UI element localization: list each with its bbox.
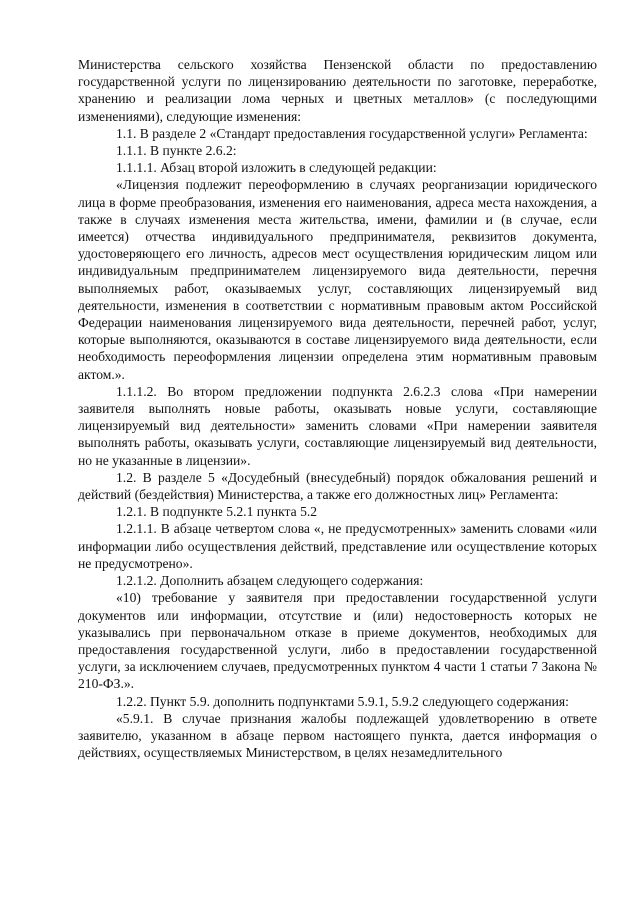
paragraph-1-1-1-2: 1.1.1.2. Во втором предложении подпункта 2.6.2.3 слова «При намерении заявителя выполнять новые работы, оказывать новые услуги, составляющие лицензируемый вид деятельности» заменить словами «При намерении заявителя выполнять работы, оказывать услуги, составляющие лицензируемый вид деятельности, но не указанные в лицензии».	[78, 383, 597, 468]
paragraph-1-2-2: 1.2.2. Пункт 5.9. дополнить подпунктами 5.9.1, 5.9.2 следующего содержания:	[116, 693, 569, 709]
paragraph-1-2-1: 1.2.1. В подпункте 5.2.1 пункта 5.2	[116, 504, 318, 520]
paragraph-1-2-1-2: 1.2.1.2. Дополнить абзацем следующего содержания:	[116, 573, 424, 589]
paragraph-1-2-1-1: 1.2.1.1. В абзаце четвертом слова «, не предусмотренных» заменить словами «или информации либо осуществления действий, представление или осуществление которых не предусмотрено».	[78, 521, 597, 571]
paragraph-item-10: «10) требование у заявителя при предоставлении государственной услуги документов или информации, отсутствие и (или) недостоверность которых не указывались при первоначальном отказе в приеме документов, необходимых для предоставления государственной услуги, либо в предоставлении государственной услуги, за исключением случаев, предусмотренных пунктом 4 части 1 статьи 7 Закона № 210-ФЗ.».	[78, 590, 597, 692]
paragraph-1-1-1-1: 1.1.1.1. Абзац второй изложить в следующей редакции:	[116, 160, 437, 176]
paragraph-intro-continuation: Министерства сельского хозяйства Пензенской области по предоставлению государственной услуги по лицензированию деятельности по заготовке, переработке, хранению и реализации лома черных и цветных металлов» (с последующими изменениями), следующие изменения:	[78, 57, 597, 124]
paragraph-5-9-1: «5.9.1. В случае признания жалобы подлежащей удовлетворению в ответе заявителю, указанном в абзаце первом настоящего пункта, дается информация о действиях, осуществляемых Министерством, в целях незамедлительного	[78, 710, 597, 761]
document-page	[78, 56, 597, 761]
paragraph-1-1: 1.1. В разделе 2 «Стандарт предоставления государственной услуги» Регламента:	[116, 125, 588, 141]
paragraph-1-2: 1.2. В разделе 5 «Досудебный (внесудебный) порядок обжалования решений и действий (бездействия) Министерства, а также его должностных лиц» Регламента:	[78, 469, 597, 503]
paragraph-license-text: «Лицензия подлежит переоформлению в случаях реорганизации юридического лица в форме преобразования, изменения его наименования, адреса места нахождения, а также в случаях изменения места жительства, имени, фамилии и (в случае, если имеется) отчества индивидуального предпринимателя, реквизитов документа, удостоверяющего его личность, адресов мест осуществления юридическим лицом или индивидуальным предпринимателем лицензируемого вида деятельности, перечня выполняемых работ, оказываемых услуг, составляющих лицензируемый вид деятельности, изменения в соответствии с нормативным правовым актом Российской Федерации наименования лицензируемого вида деятельности, перечней работ, услуг, которые выполняются, оказываются в составе лицензируемого вида деятельности, если необходимость переоформления лицензии определена этим нормативным правовым актом.».	[78, 177, 597, 382]
paragraph-1-1-1: 1.1.1. В пункте 2.6.2:	[116, 143, 237, 159]
